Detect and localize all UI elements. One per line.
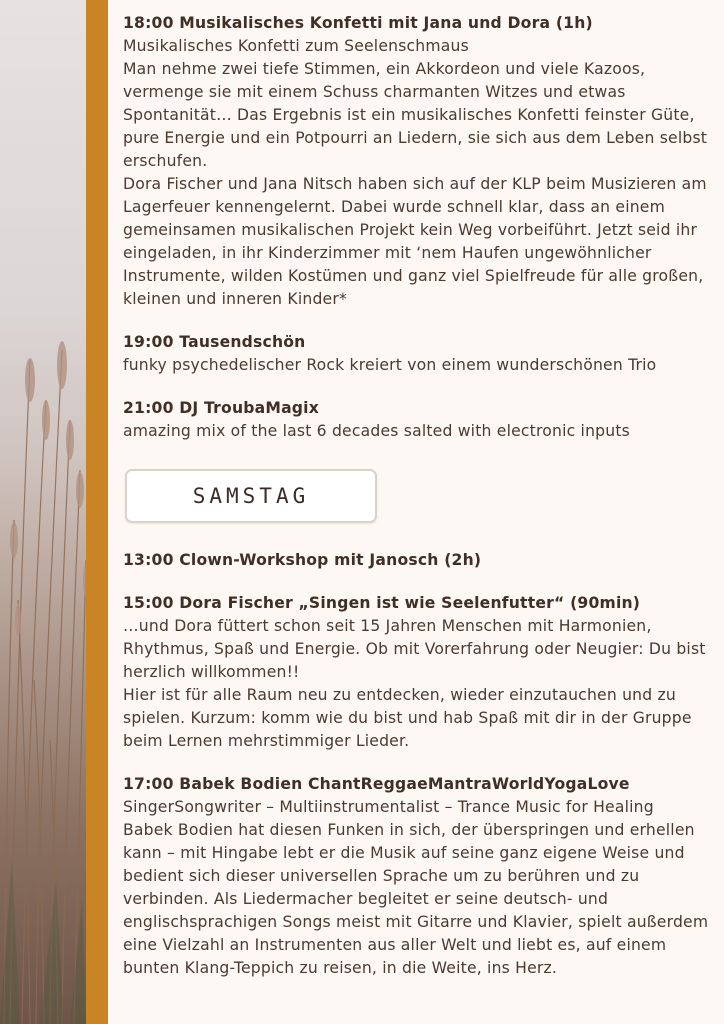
event-subtitle: SingerSongwriter – Multiinstrumentalist – Trance Music for Healing [123,798,654,816]
event-tausendschoen [123,331,718,377]
event-title: 13:00 Clown-Workshop mit Janosch (2h) [123,551,482,569]
day-heading: SAMSTAG [192,484,310,508]
event-description: Man nehme zwei tiefe Stimmen, ein Akkordeon und viele Kazoos, vermenge sie mit einem Schuss charmanten Witzes und etwas Spontanität… Das Ergebnis ist ein musikalisches Konfetti feinster Güte, pure Energie und ein Potpourri an Liedern, sie sich aus dem Leben selbst erschufen. [123,60,708,170]
event-description: amazing mix of the last 6 decades salted with electronic inputs [123,422,630,440]
event-title: 18:00 Musikalisches Konfetti mit Jana und Dora (1h) [123,14,593,32]
event-konfetti [123,12,718,311]
reed-grass-photo [0,0,86,1024]
reed-grass-illustration [0,0,86,1024]
program-content [123,12,718,1000]
event-description: …und Dora füttert schon seit 15 Jahren Menschen mit Harmonien, Rhythmus, Spaß und Energie. Ob mit Vorerfahrung oder Neugier: Du bist herzlich willkommen!! [123,617,706,681]
event-dj-troubamagix [123,397,718,443]
day-heading-box [125,469,377,523]
event-description: Hier ist für alle Raum neu zu entdecken, wieder einzutauchen und zu spielen. Kurzum: komm wie du bist und hab Spaß mit dir in der Gruppe beim Lernen mehrstimmiger Lieder. [123,686,692,750]
accent-bar [86,0,108,1024]
event-babek-bodien [123,773,718,980]
event-title: 17:00 Babek Bodien ChantReggaeMantraWorldYogaLove [123,775,630,793]
event-title: 19:00 Tausendschön [123,333,306,351]
event-subtitle: Musikalisches Konfetti zum Seelenschmaus [123,37,469,55]
event-title: 21:00 DJ TroubaMagix [123,399,319,417]
event-title: 15:00 Dora Fischer „Singen ist wie Seelenfutter“ (90min) [123,594,641,612]
event-clown-workshop [123,549,718,572]
event-description: Babek Bodien hat diesen Funken in sich, der überspringen und erhellen kann – mit Hingabe lebt er die Musik auf seine ganz eigene Weise und bedient sich dieser universellen Sprache um zu berühren und zu verbinden. Als Liedermacher begleitet er seine deutsch- und englischsprachigen Songs meist mit Gitarre und Klavier, spielt außerdem eine Vielzahl an Instrumenten aus aller Welt und liebt es, auf einem bunten Klang-Teppich zu reisen, in die Weite, ins Herz. [123,821,709,977]
event-singen [123,592,718,753]
event-description: Dora Fischer und Jana Nitsch haben sich auf der KLP beim Musizieren am Lagerfeuer kennengelernt. Dabei wurde schnell klar, dass an einem gemeinsamen musikalischen Projekt kein Weg vorbeiführt. Jetzt seid ihr eingeladen, in ihr Kinderzimmer mit ‘nem Haufen ungewöhnlicher Instrumente, wilden Kostümen und ganz viel Spielfreude für alle großen, kleinen und inneren Kinder* [123,175,707,308]
event-description: funky psychedelischer Rock kreiert von einem wunderschönen Trio [123,356,657,374]
